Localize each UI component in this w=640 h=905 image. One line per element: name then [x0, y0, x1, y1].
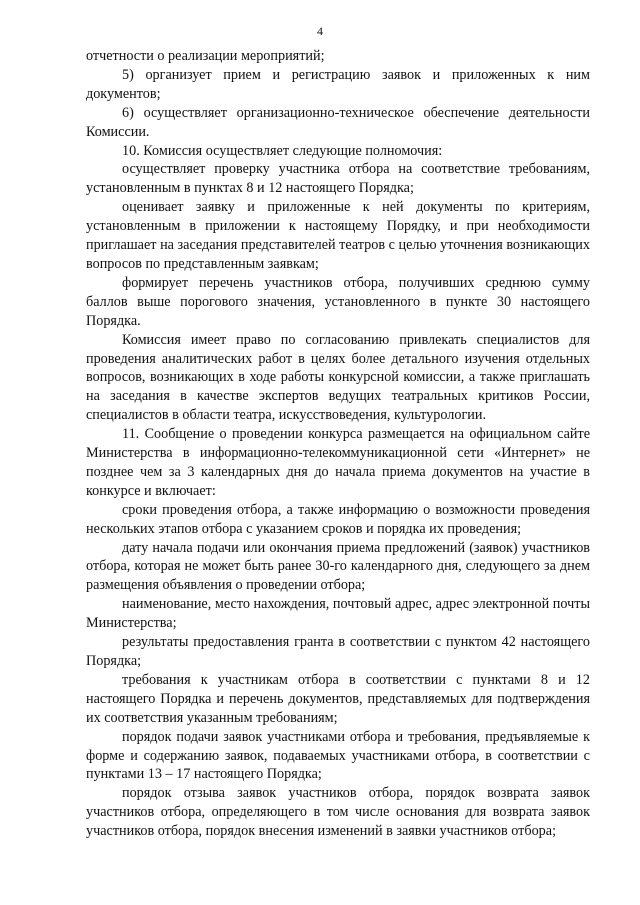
- paragraph: наименование, место нахождения, почтовый адрес, адрес электронной почты Министерства;: [86, 596, 590, 632]
- paragraph: результаты предоставления гранта в соответствии с пунктом 42 настоящего Порядка;: [86, 634, 590, 669]
- paragraph: отчетности о реализации мероприятий;: [86, 48, 325, 64]
- paragraph: требования к участникам отбора в соответствии с пунктами 8 и 12 настоящего Порядка и перечень документов, представляемых для подтверждения их соответствия указанным требованиям;: [86, 671, 590, 726]
- document-body: [86, 47, 590, 841]
- paragraph: Комиссия имеет право по согласованию привлекать специалистов для проведения аналитических работ в целях более детального изучения отдельных вопросов, возникающих в ходе работы конкурсной комиссии, а также приглашать на заседания в качестве экспертов ведущих театральных критиков России, специалистов в области театра, искусствоведения, культурологии.: [86, 331, 590, 424]
- paragraph: порядок отзыва заявок участников отбора, порядок возврата заявок участников отбора, определяющего в том числе основания для возврата заявок участников отбора, порядок внесения изменений в заявки участников отбора;: [86, 785, 590, 840]
- paragraph: порядок подачи заявок участниками отбора и требования, предъявляемые к форме и содержанию заявок, подаваемых участниками отбора, в соответствии с пунктами 13 – 17 настоящего Порядка;: [86, 728, 590, 783]
- paragraph: осуществляет проверку участника отбора на соответствие требованиям, установленным в пунктах 8 и 12 настоящего Порядка;: [86, 161, 590, 197]
- paragraph: дату начала подачи или окончания приема предложений (заявок) участников отбора, которая не может быть ранее 30-го календарного дня, следующего за днем размещения объявления о проведении отбора;: [86, 539, 590, 594]
- paragraph: 10. Комиссия осуществляет следующие полномочия:: [122, 142, 443, 159]
- paragraph: формирует перечень участников отбора, получивших среднюю сумму баллов выше порогового значения, установленного в пункте 30 настоящего Порядка.: [86, 274, 590, 329]
- paragraph: 5) организует прием и регистрацию заявок и приложенных к ним документов;: [86, 66, 590, 102]
- paragraph: 11. Сообщение о проведении конкурса размещается на официальном сайте Министерства в информационно-телекоммуникационной сети «Интернет» не позднее чем за 3 календарных дня до начала приема документов на участие в конкурсе и включает:: [86, 426, 590, 499]
- paragraph: оценивает заявку и приложенные к ней документы по критериям, установленным в приложении к настоящему Порядку, и при необходимости приглашает на заседания представителей театров с целью уточнения возникающих вопросов по представленным заявкам;: [86, 199, 590, 272]
- paragraph: сроки проведения отбора, а также информацию о возможности проведения нескольких этапов отбора с указанием сроков и порядка их проведения;: [86, 501, 590, 537]
- page-number: 4: [317, 24, 323, 38]
- paragraph: 6) осуществляет организационно-техническое обеспечение деятельности Комиссии.: [86, 104, 590, 140]
